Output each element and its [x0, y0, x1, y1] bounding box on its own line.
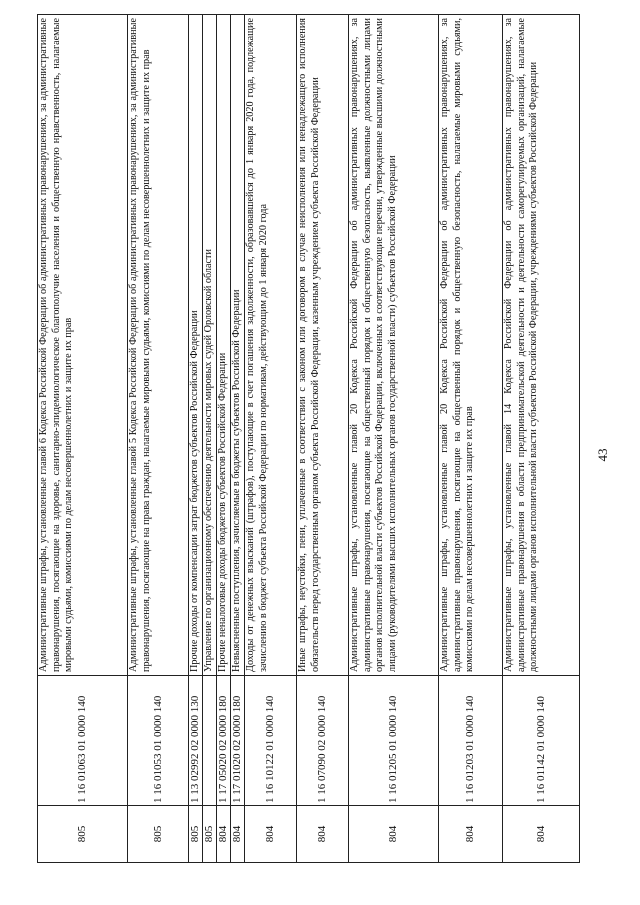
- table-row: [203, 15, 217, 863]
- description-cell: Административные штрафы, установленные главой 20 Кодекса Российской Федерации об административных правонарушениях, за административные правонарушения, посягающие на общественный порядок и общественную безопасность, налагаемые мировыми судьями, комиссиями по делам несовершеннолетних и защите их прав: [439, 15, 503, 676]
- description-cell: Управление по организационному обеспечению деятельности мировых судей Орловской области: [203, 15, 217, 676]
- description-cell: Административные штрафы, установленные главой 5 Кодекса Российской Федерации об административных правонарушениях, за административные правонарушения, посягающие на права граждан, налагаемые мировыми судьями, комиссиями по делам несовершеннолетних и защите их прав: [128, 15, 189, 676]
- admin-code-cell: 804: [439, 806, 503, 863]
- budget-code-cell: 1 16 10122 01 0000 140: [245, 676, 297, 806]
- table-row: [38, 15, 128, 863]
- budget-code-cell: [203, 676, 217, 806]
- table-row: [349, 15, 439, 863]
- budget-code-cell: 1 16 01142 01 0000 140: [503, 676, 580, 806]
- description-cell: Административные штрафы, установленные главой 14 Кодекса Российской Федерации об административных правонарушениях, за административные правонарушения в области предпринимательской деятельности и деятельности саморегулируемых организаций, налагаемые должностными лицами органов исполнительной власти субъектов Российской Федерации, учреждениями субъектов Российской Федерации: [503, 15, 580, 676]
- budget-code-cell: 1 16 01205 01 0000 140: [349, 676, 439, 806]
- description-cell: Иные штрафы, неустойки, пени, уплаченные в соответствии с законом или договором в случае неисполнения или ненадлежащего исполнения обязательств перед государственным органом субъекта Российской Федерации, казенным учреждением субъекта Российской Федерации: [297, 15, 349, 676]
- budget-code-cell: 1 13 02992 02 0000 130: [189, 676, 203, 806]
- description-cell: Административные штрафы, установленные главой 6 Кодекса Российской Федерации об административных правонарушениях, за административные правонарушения, посягающие на здоровье, санитарно-эпидемиологическое благополучие населения и общественную нравственность, налагаемые мировыми судьями, комиссиями по делам несовершеннолетних и защите их прав: [38, 15, 128, 676]
- table-row: [439, 15, 503, 863]
- table-row: [189, 15, 203, 863]
- budget-code-cell: 1 17 05020 02 0000 180: [217, 676, 231, 806]
- description-cell: Административные штрафы, установленные главой 20 Кодекса Российской Федерации об административных правонарушениях, за административные правонарушения, посягающие на общественный порядок и общественную безопасность, выявленные должностными лицами органов исполнительной власти субъектов Российской Федерации, включенных в соответствующие перечни, утвержденные высшими должностными лицами (руководителями высших исполнительных органов государственной власти) субъектов Российской Федерации: [349, 15, 439, 676]
- description-cell: Прочие неналоговые доходы бюджетов субъектов Российской Федерации: [217, 15, 231, 676]
- description-cell: Невыясненные поступления, зачисляемые в бюджеты субъектов Российской Федерации: [231, 15, 245, 676]
- table-row: [245, 15, 297, 863]
- table-row: [231, 15, 245, 863]
- table-row: [297, 15, 349, 863]
- admin-code-cell: 804: [503, 806, 580, 863]
- admin-code-cell: 805: [189, 806, 203, 863]
- admin-code-cell: 804: [349, 806, 439, 863]
- description-cell: Прочие доходы от компенсации затрат бюджетов субъектов Российской Федерации: [189, 15, 203, 676]
- admin-code-cell: 804: [231, 806, 245, 863]
- description-cell: Доходы от денежных взысканий (штрафов), поступающие в счет погашения задолженности, образовавшейся до 1 января 2020 года, подлежащие зачислению в бюджет субъекта Российской Федерации по нормативам, действующим до 1 января 2020 года: [245, 15, 297, 676]
- budget-code-cell: 1 16 01063 01 0000 140: [38, 676, 128, 806]
- admin-code-cell: 805: [128, 806, 189, 863]
- admin-code-cell: 805: [38, 806, 128, 863]
- page-number: 43: [595, 448, 610, 462]
- admin-code-cell: 805: [203, 806, 217, 863]
- admin-code-cell: 804: [297, 806, 349, 863]
- budget-code-cell: 1 16 01053 01 0000 140: [128, 676, 189, 806]
- table-row: [217, 15, 231, 863]
- table-row: [503, 15, 580, 863]
- budget-code-cell: 1 17 01020 02 0000 180: [231, 676, 245, 806]
- budget-code-cell: 1 16 01203 01 0000 140: [439, 676, 503, 806]
- admin-code-cell: 804: [217, 806, 231, 863]
- revenue-codes-table: [37, 14, 580, 863]
- table-row: [128, 15, 189, 863]
- admin-code-cell: 804: [245, 806, 297, 863]
- budget-code-cell: 1 16 07090 02 0000 140: [297, 676, 349, 806]
